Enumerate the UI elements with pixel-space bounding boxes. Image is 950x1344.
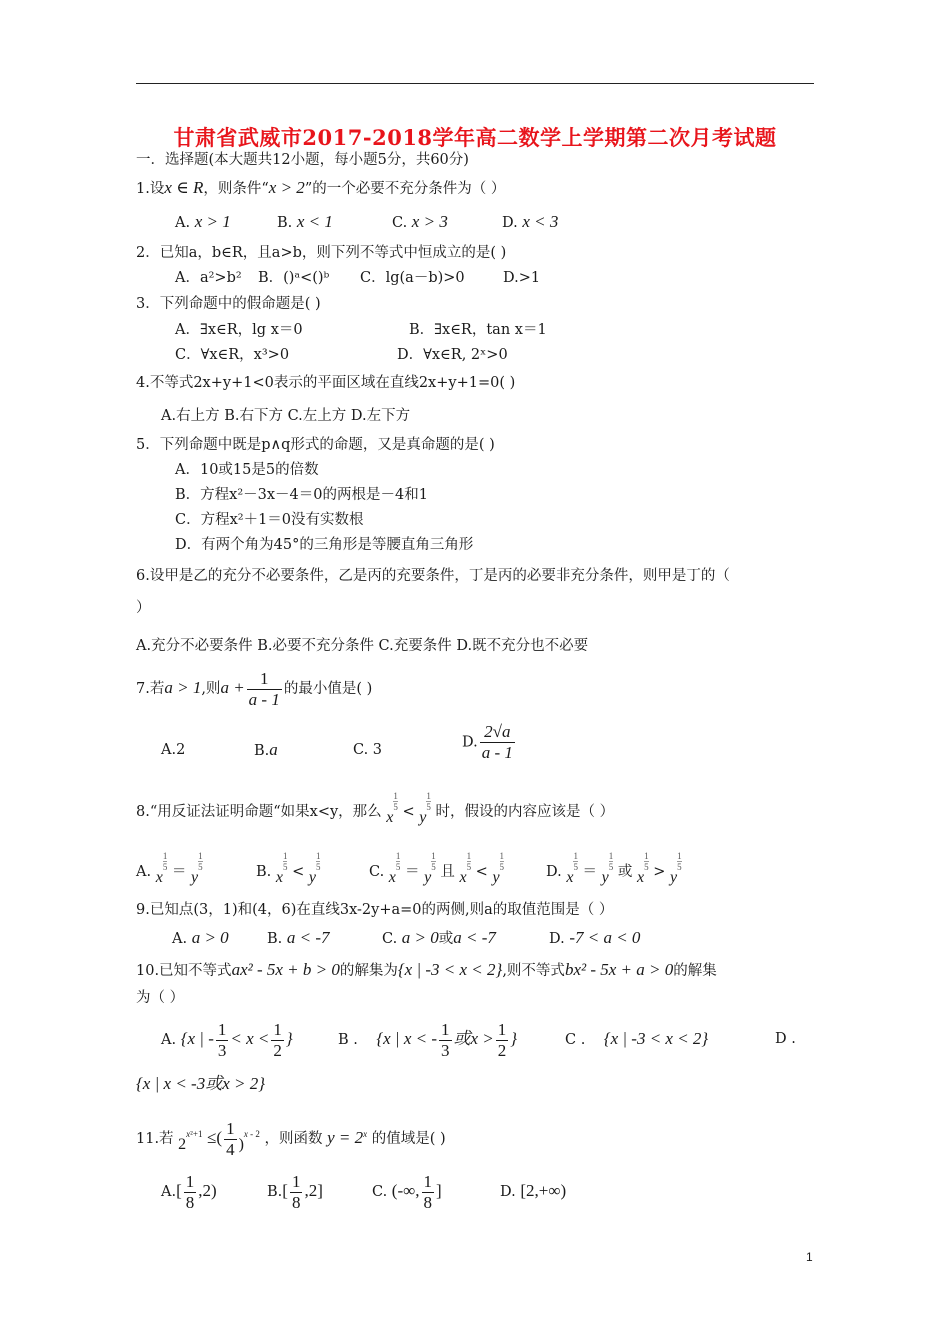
question-10-option-d: {x | x < -3或x > 2}	[136, 1074, 266, 1093]
question-1-option-a: A. x > 1	[175, 212, 231, 231]
question-4-options: A.右上方 B.右下方 C.左上方 D.左下方	[161, 408, 411, 424]
question-4-stem: 4.不等式2x+y+1<0表示的平面区域在直线2x+y+1=0( )	[136, 375, 516, 391]
question-6-stem: 6.设甲是乙的充分不必要条件，乙是丙的充要条件，丁是丙的必要非充分条件，则甲是丁的（	[136, 568, 730, 584]
power-2: $2^{x^2+1}$	[178, 1129, 203, 1153]
question-1-stem: 1.设x ∈ R，则条件“x > 2”的一个必要不充分条件为（ ）	[136, 178, 506, 197]
question-3-option-a: A．∃x∈R，lg x＝0	[175, 322, 303, 338]
question-10-option-a: A. {x | - $\frac{1}{3}$ < x < $\frac{1}{2}$ }	[161, 1019, 293, 1060]
question-6-options: A.充分不必要条件 B.必要不充分条件 C.充要条件 D.既不充分也不必要	[136, 638, 589, 654]
question-8-option-d: D. x $\frac{1}{5} = y$ $\frac{1}{5}$ 或 x $\frac{1}{5} > y$ $\frac{1}{5}$	[546, 851, 682, 886]
question-7-option-d: D. $\frac{2√a}{a - 1}$	[462, 722, 513, 762]
question-2-option-d: D.>1	[503, 270, 541, 286]
question-2-option-c: C．lg(a－b)>0	[360, 270, 465, 286]
question-7-option-a: A.2	[161, 742, 186, 758]
question-3-option-b: B．∃x∈R，tan x＝1	[409, 322, 547, 338]
question-10-option-c: C . {x | -3 < x < 2}	[565, 1029, 709, 1048]
question-5-option-d: D．有两个角为45°的三角形是等腰直角三角形	[175, 537, 474, 553]
question-11-option-d: D. [2,+∞)	[500, 1181, 567, 1200]
fraction: $\frac{1}{8}$	[185, 1171, 195, 1212]
question-5-option-c: C．方程x²＋1＝0没有实数根	[175, 512, 364, 528]
question-11-option-b: B.[ $\frac{1}{8}$ ,2]	[267, 1171, 323, 1212]
fraction: $\frac{2√a}{a - 1}$	[481, 722, 513, 762]
question-11-option-a: A.[ $\frac{1}{8}$ ,2)	[161, 1171, 217, 1212]
page-title: 甘肃省武威市2017-2018学年高二数学上学期第二次月考试题	[173, 125, 777, 150]
fraction: $\frac{1}{2}$	[497, 1019, 507, 1060]
fraction: $\frac{1}{4}$	[226, 1118, 235, 1159]
question-9-option-b: B. a < -7	[267, 928, 330, 947]
question-10-stem: 10.已知不等式ax² - 5x + b > 0的解集为{x | -3 < x < 2},则不等式bx² - 5x + a > 0的解集	[136, 960, 717, 979]
question-7-stem: 7.若a > 1,则a + $\frac{1}{a - 1}$ 的最小值是( )	[136, 668, 373, 709]
question-3-option-c: C．∀x∈R，x³>0	[175, 347, 290, 363]
fraction: $\frac{1}{a - 1}$	[248, 668, 280, 709]
question-3-stem: 3．下列命题中的假命题是( )	[136, 296, 321, 312]
header-rule	[136, 83, 814, 84]
question-11-stem: 11.若 $2^{x^2+1}$ ≤( $\frac{1}{4}$ )$^{x - 2}$ ，则函数 $y = 2^x$ 的值域是( )	[136, 1114, 446, 1165]
section-heading: 一．选择题(本大题共12小题，每小题5分，共60分)	[136, 152, 469, 168]
question-2-option-a: A．a²>b²	[175, 270, 242, 286]
question-9-option-c: C. a > 0或a < -7	[382, 928, 496, 947]
fraction: $\frac{1}{3}$	[441, 1019, 450, 1060]
question-10-option-d-label: D .	[775, 1031, 796, 1047]
question-7-option-b: B.a	[254, 740, 278, 759]
question-11-option-c: C. (-∞, $\frac{1}{8}$ ]	[372, 1171, 442, 1212]
question-8-option-b: B. x $\frac{1}{5} < y$ $\frac{1}{5}$	[256, 851, 321, 886]
question-6-stem-end: ）	[136, 600, 151, 616]
question-7-option-c: C. 3	[353, 742, 383, 758]
question-8-option-a: A. x $\frac{1}{5} = y$ $\frac{1}{5}$	[136, 851, 203, 886]
question-5-stem: 5．下列命题中既是p∧q形式的命题，又是真命题的是( )	[136, 437, 495, 453]
page-number: 1	[806, 1250, 813, 1264]
question-1-option-c: C. x > 3	[392, 212, 448, 231]
fraction: $\frac{1}{2}$	[273, 1019, 282, 1060]
fraction: $\frac{1}{3}$	[217, 1019, 227, 1060]
question-5-option-a: A．10或15是5的倍数	[175, 462, 319, 478]
fraction: $\frac{1}{8}$	[291, 1171, 301, 1212]
power-x: x $\frac{1}{5}$	[386, 791, 398, 826]
question-2-stem: 2．已知a，b∈R，且a>b，则下列不等式中恒成立的是( )	[136, 245, 507, 261]
question-9-option-d: D. -7 < a < 0	[549, 928, 641, 947]
question-5-option-b: B．方程x²－3x－4＝0的两根是－4和1	[175, 487, 428, 503]
question-8-option-c: C. x $\frac{1}{5} = y$ $\frac{1}{5}$ 且 x $\frac{1}{5} < y$ $\frac{1}{5}$	[369, 851, 505, 886]
question-10-stem-end: 为（ ）	[136, 990, 185, 1006]
question-9-option-a: A. a > 0	[172, 928, 229, 947]
question-2-option-b: B．()ᵃ<()ᵇ	[258, 270, 330, 286]
question-9-stem: 9.已知点(3，1)和(4，6)在直线3x-2y+a=0的两侧,则a的取值范围是（ ）	[136, 902, 614, 918]
question-8-stem: 8.“用反证法证明命题“如果x<y，那么 x $\frac{1}{5} < y$ $\frac{1}{5}$ 时，假设的内容应该是（ ）	[136, 791, 614, 830]
power-y: y $\frac{1}{5}$	[419, 791, 431, 826]
question-1-option-d: D. x < 3	[502, 212, 559, 231]
question-10-option-b: B . {x | x < - $\frac{1}{3}$ 或x > $\frac{1}{2}$ }	[338, 1019, 518, 1060]
fraction: $\frac{1}{8}$	[423, 1171, 432, 1212]
question-1-option-b: B. x < 1	[277, 212, 333, 231]
question-3-option-d: D．∀x∈R, 2ˣ>0	[397, 347, 508, 363]
